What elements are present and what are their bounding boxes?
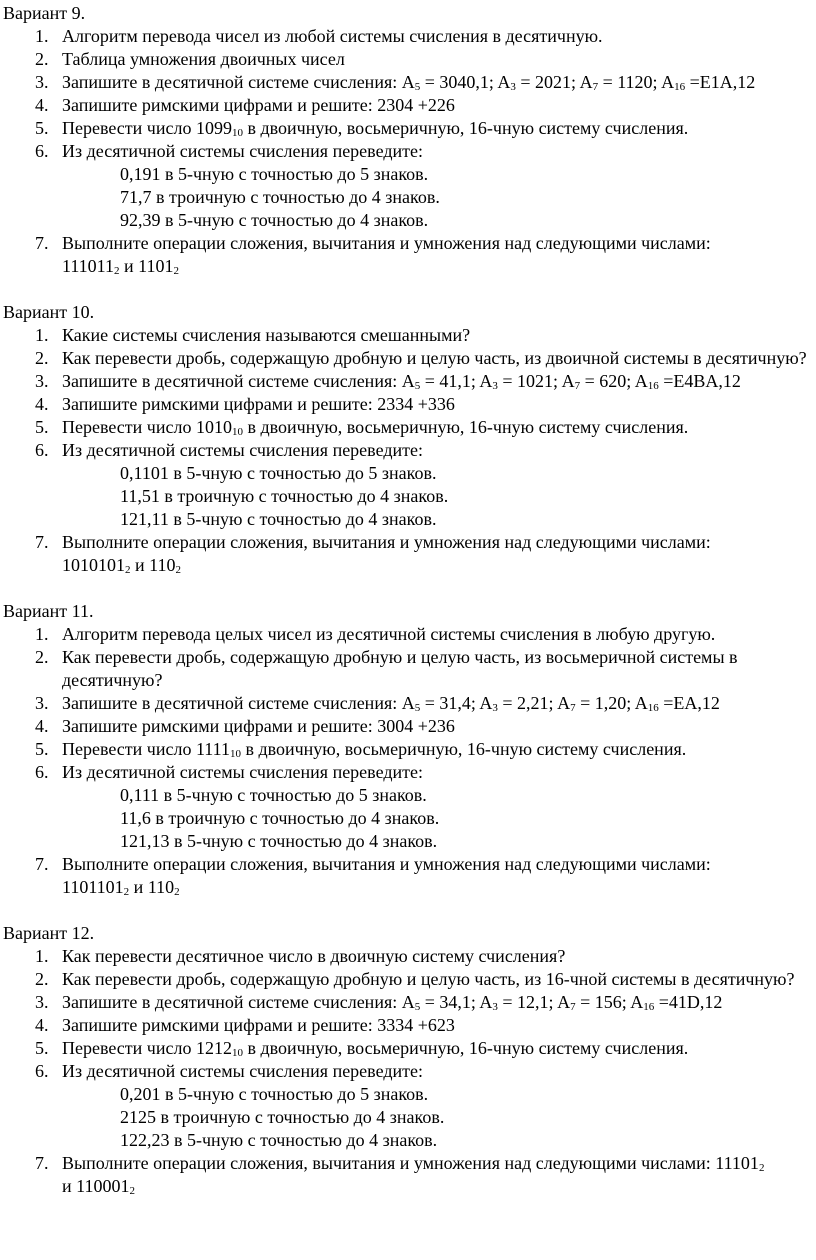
task-text: Из десятичной системы счисления переведите: — [62, 440, 423, 460]
subtask-line: 0,201 в 5-чную с точностью до 5 знаков. — [120, 1084, 429, 1104]
task-text: Запишите в десятичной системе счисления: $A_5 = 34,1$; $A_3 = 12,1$; $A_7 = 156$; $A_{16} =41D,12$ — [62, 992, 723, 1013]
task-number: 5. — [35, 1038, 49, 1058]
task-text: Из десятичной системы счисления переведите: — [62, 762, 423, 782]
task-item — [3, 1152, 811, 1198]
task-text: Запишите в десятичной системе счисления: $A_5 = 31,4$; $A_3 = 2,21$; $A_7 = 1,20$; $A_{16} =EA,12$ — [62, 693, 720, 714]
task-number: 2. — [35, 348, 49, 368]
subtask-line: 0,191 в 5-чную с точностью до 5 знаков. — [120, 164, 429, 184]
task-number: 4. — [35, 394, 49, 414]
subtask-line: 92,39 в 5-чную с точностью до 4 знаков. — [120, 210, 429, 230]
subtask-line: 122,23 в 5-чную с точностью до 4 знаков. — [120, 1130, 438, 1150]
task-text: Выполните операции сложения, вычитания и умножения над следующими числами: $11101_2$ и $110001_2$ — [62, 1153, 765, 1197]
task-item — [3, 71, 811, 94]
task-item — [3, 692, 811, 715]
task-text: Перевести число $1010_{10}$ в двоичную, восьмеричную, 16-чную систему счисления. — [62, 417, 689, 438]
task-number: 4. — [35, 95, 49, 115]
task-number: 3. — [35, 992, 49, 1012]
variant-block — [3, 922, 811, 1198]
task-text: Из десятичной системы счисления переведите: — [62, 141, 423, 161]
task-number: 5. — [35, 417, 49, 437]
task-item — [3, 761, 811, 784]
subtask-line: 11,6 в троичную с точностью до 4 знаков. — [120, 808, 440, 828]
task-number: 3. — [35, 72, 49, 92]
task-text: Запишите римскими цифрами и решите: 2304 +226 — [62, 95, 455, 115]
task-number: 1. — [35, 946, 49, 966]
variant-title: Вариант 12. — [3, 923, 95, 943]
task-number: 7. — [35, 532, 49, 552]
task-item — [3, 623, 811, 646]
task-item — [3, 853, 811, 899]
variant-block — [3, 600, 811, 899]
task-item — [3, 370, 811, 393]
task-text: Запишите римскими цифрами и решите: 3334 +623 — [62, 1015, 455, 1035]
task-item — [3, 393, 811, 416]
task-number: 1. — [35, 26, 49, 46]
task-item — [3, 232, 811, 278]
task-number: 6. — [35, 141, 49, 161]
task-text: Перевести число $1099_{10}$ в двоичную, восьмеричную, 16-чную систему счисления. — [62, 118, 689, 139]
task-item — [3, 416, 811, 439]
task-text: Выполните операции сложения, вычитания и умножения над следующими числами: $111011_2$ и $1101_2$ — [62, 233, 711, 277]
task-number: 7. — [35, 233, 49, 253]
task-number: 2. — [35, 647, 49, 667]
task-text: Таблица умножения двоичных чисел — [62, 49, 345, 69]
task-text: Запишите в десятичной системе счисления: $A_5 = 3040,1$; $A_3 = 2021$; $A_7 = 1120$; $A_{16} =E1A,12$ — [62, 72, 756, 93]
task-text: Как перевести дробь, содержащую дробную и целую часть, из 16-чной системы в десятичную? — [62, 969, 795, 989]
task-number: 2. — [35, 969, 49, 989]
subtask-line: 71,7 в троичную с точностью до 4 знаков. — [120, 187, 440, 207]
task-item — [3, 1014, 811, 1037]
task-item — [3, 94, 811, 117]
task-text: Запишите римскими цифрами и решите: 3004 +236 — [62, 716, 455, 736]
variant-title: Вариант 9. — [3, 3, 86, 23]
variant-title: Вариант 10. — [3, 302, 95, 322]
task-item — [3, 1037, 811, 1060]
variant-block — [3, 301, 811, 577]
task-number: 6. — [35, 1061, 49, 1081]
variant-title: Вариант 11. — [3, 601, 94, 621]
task-number: 1. — [35, 325, 49, 345]
task-item — [3, 531, 811, 577]
variant-block — [3, 2, 811, 278]
task-number: 6. — [35, 762, 49, 782]
task-text: Алгоритм перевода целых чисел из десятичной системы счисления в любую другую. — [62, 624, 716, 644]
task-number: 5. — [35, 739, 49, 759]
subtask-line: 0,111 в 5-чную с точностью до 5 знаков. — [120, 785, 427, 805]
task-number: 2. — [35, 49, 49, 69]
subtask-line: 0,1101 в 5-чную с точностью до 5 знаков. — [120, 463, 437, 483]
task-item — [3, 991, 811, 1014]
task-text: Как перевести дробь, содержащую дробную и целую часть, из восьмеричной системы в десятичную? — [62, 647, 738, 690]
task-text: Алгоритм перевода чисел из любой системы счисления в десятичную. — [62, 26, 603, 46]
task-text: Перевести число $1212_{10}$ в двоичную, восьмеричную, 16-чную систему счисления. — [62, 1038, 689, 1059]
task-item — [3, 1060, 811, 1083]
task-item — [3, 646, 811, 692]
task-text: Как перевести дробь, содержащую дробную и целую часть, из двоичной системы в десятичную? — [62, 348, 807, 368]
task-text: Какие системы счисления называются смешанными? — [62, 325, 471, 345]
task-number: 3. — [35, 693, 49, 713]
task-text: Выполните операции сложения, вычитания и умножения над следующими числами: $1101101_2$ и $110_2$ — [62, 854, 711, 898]
task-item — [3, 347, 811, 370]
task-number: 7. — [35, 1153, 49, 1173]
task-item — [3, 945, 811, 968]
task-item — [3, 738, 811, 761]
task-item — [3, 48, 811, 71]
task-text: Запишите римскими цифрами и решите: 2334 +336 — [62, 394, 455, 414]
task-item — [3, 715, 811, 738]
task-number: 4. — [35, 716, 49, 736]
task-number: 6. — [35, 440, 49, 460]
task-item — [3, 117, 811, 140]
task-number: 4. — [35, 1015, 49, 1035]
task-text: Из десятичной системы счисления переведите: — [62, 1061, 423, 1081]
task-number: 3. — [35, 371, 49, 391]
task-item — [3, 439, 811, 462]
task-text: Перевести число $1111_{10}$ в двоичную, восьмеричную, 16-чную систему счисления. — [62, 739, 687, 760]
task-number: 7. — [35, 854, 49, 874]
task-text: Запишите в десятичной системе счисления: $A_5 = 41,1$; $A_3 = 1021$; $A_7 = 620$; $A_{16} =E4BA,12$ — [62, 371, 741, 392]
task-number: 5. — [35, 118, 49, 138]
task-item — [3, 140, 811, 163]
subtask-line: 2125 в троичную с точностью до 4 знаков. — [120, 1107, 445, 1127]
task-number: 1. — [35, 624, 49, 644]
task-item — [3, 968, 811, 991]
task-text: Как перевести десятичное число в двоичную систему счисления? — [62, 946, 566, 966]
task-item — [3, 324, 811, 347]
document-page — [3, 2, 811, 1221]
subtask-line: 121,11 в 5-чную с точностью до 4 знаков. — [120, 509, 437, 529]
subtask-line: 121,13 в 5-чную с точностью до 4 знаков. — [120, 831, 438, 851]
task-item — [3, 25, 811, 48]
subtask-line: 11,51 в троичную с точностью до 4 знаков. — [120, 486, 449, 506]
task-text: Выполните операции сложения, вычитания и умножения над следующими числами: $1010101_2$ и $110_2$ — [62, 532, 711, 576]
